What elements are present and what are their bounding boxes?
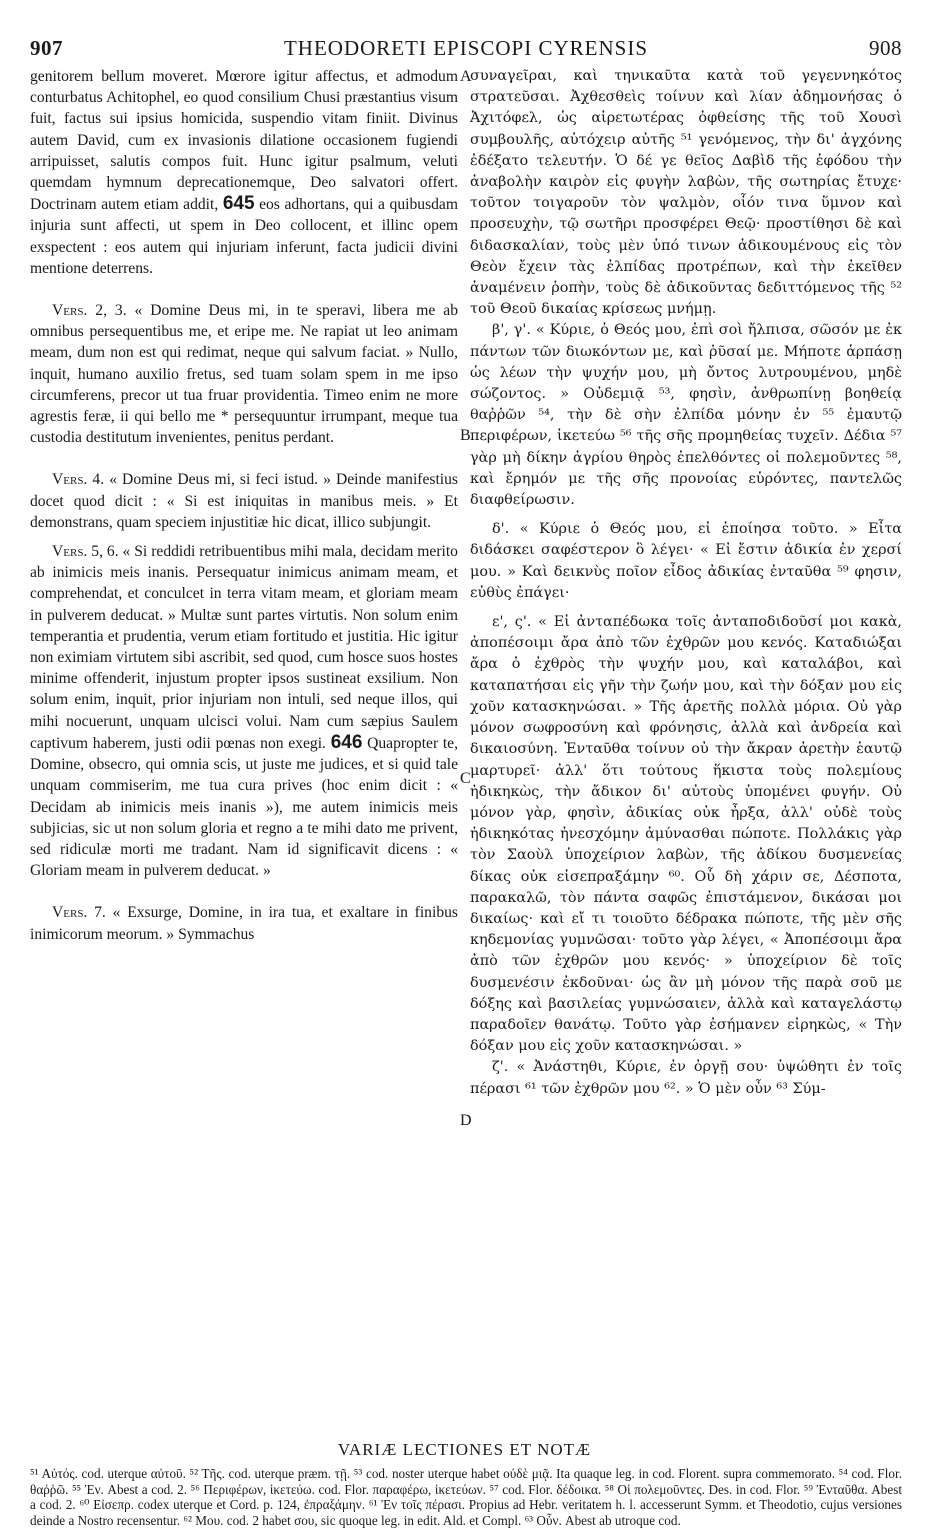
latin-text: « Exsurge, Domine, in ira tua, et exaltare in finibus inimicorum meorum. » Symmachus: [30, 904, 458, 943]
greek-paragraph: συναγεῖραι, καὶ τηνικαῦτα κατὰ τοῦ γεγεννηκότος στρατεῦσαι. Ἀχθεσθεὶς τοίνυν καὶ λίαν ἀδημονήσας ὁ Ἀχιτόφελ, ὡς αἱρετωτέρας ὀφθείσης τῆς τοῦ Χουσὶ συμβουλῆς, αὐτόχειρ αὐτῆς ⁵¹ γενόμενος, τὴν δι' ἀγχόνης ἐδέξατο τελευτήν. Ὁ δέ γε θεῖος Δαβὶδ τῆς ἐφόδου τὴν ἀναβολὴν καιρὸν εἰς φυγὴν λαβὼν, τῆς σωτηρίας ἔτυχε· τοῦτον τοιγαροῦν τὸν ψαλμὸν, οἷόν τινα ὕμνον καὶ προσευχὴν, τῷ σωτῆρι προσφέρει Θεῷ· προστίθησι δὲ καὶ διδασκαλίαν, τοὺς μὲν ὑπό τινων ἀδικουμένους εἰς τὸν Θεὸν ἔχειν τὰς ἐλπίδας προτρέπων, καὶ τὴν ἐκεῖθεν ἀναμένειν ῥοπὴν, τοὺς δὲ ἀδικοῦντας δεδιττόμενος τῆς ⁵² τοῦ Θεοῦ δικαίας κρίσεως μνήμῃ.: [470, 68, 902, 318]
running-title: THEODORETI EPISCOPI CYRENSIS: [283, 36, 649, 60]
verse-label: Vers. 2, 3.: [52, 302, 127, 320]
latin-text: « Domine Deus mi, si feci istud. » Deinde manifestius docet quod dicit : « Si est iniquitas in manibus meis. » Et demonstrans, quam speciem injustitiæ hic dicat, illico subjungit.: [30, 471, 458, 531]
latin-text: Quapropter te, Domine, obsecro, qui omnia scis, ut juste me judices, et si quid tale unquam commiserim, me tua cura prives (hoc enim dicit : « Decidam ab inimicis meis inanis »), me autem inimicis meis subjicias, sic ut non solum gloria et regno a te mihi dato me privent, sed ridiculæ morti me tradant. Nam id significavit dicens : « Gloriam meam in pulverem deducat. »: [30, 734, 459, 880]
page-header: [30, 36, 902, 60]
latin-paragraph: [30, 902, 458, 944]
greek-paragraph: β', γ'. « Κύριε, ὁ Θεός μου, ἐπὶ σοὶ ἤλπισα, σῶσόν με ἐκ πάντων τῶν διωκόντων με, καὶ ῥῦσαί με. Μήποτε ἁρπάσῃ ὡς λέων τὴν ψυχήν μου, μὴ ὄντος λυτρουμένου, μηδὲ σώζοντος. » Οὐδεμιᾷ ⁵³, φησὶν, ἀνθρωπίνῃ βοηθείᾳ θαῤῥῶν ⁵⁴, τὴν δὲ σὴν ἐλπίδα μόνην ἐν ⁵⁵ ἐμαυτῷ περιφέρων, ἱκετεύω ⁵⁶ τῆς σῆς προμηθείας τυχεῖν. Δέδια ⁵⁷ γὰρ μὴ δίκην ἀγρίου θηρὸς ἐπελθόντες οἱ πολεμοῦντες ⁵⁸, καὶ ἔρημόν με τῆς σῆς προνοίας εὑρόντες, παντελῶς διαφθείρωσιν.: [470, 322, 902, 509]
page-marker: 645: [222, 193, 255, 215]
greek-column: [470, 66, 902, 1100]
latin-paragraph: [30, 541, 458, 881]
margin-marker-c: C: [460, 770, 471, 787]
latin-paragraph: [30, 300, 458, 448]
latin-text: « Si reddidi retribuentibus mihi mala, decidam merito ab inimicis meis inanis. Persequatur inimicus animam meam, et comprehendat, et conculcet in terra vitam meam, et gloriam meam in pulverem deducat. » Multæ sunt partes virtutis. Non solum enim temperantia et prudentia, verum etiam fortitudo et justitia. Hic igitur non eximiam virtutem sibi ascribit, sed quod, cum hosce suos hostes minime offenderit, injustum propter ipsos sustineat exsilium. Non solum enim, inquit, prior injuriam non intuli, sed neque illos, qui mihi nocuerunt, unquam ulcisci volui. Nam cum sæpius Saulem captivum haberem, justi odii pœnas non exegi.: [30, 543, 458, 752]
latin-column: [30, 66, 458, 945]
notes-title: VARIÆ LECTIONES ET NOTÆ: [337, 1440, 592, 1459]
page-marker: 646: [330, 731, 363, 753]
verse-label: Vers. 5, 6.: [52, 543, 119, 561]
footnote-text: ⁵¹ Αὐτός. cod. uterque αὐτοῦ. ⁵² Τῆς. cod. uterque præm. τῇ. ⁵³ cod. noster uterque habet οὐδὲ μιᾷ. Ita quaque leg. in cod. Florent. supra commemorato. ⁵⁴ cod. Flor. θαῤῥῶ. ⁵⁵ Ἐν. Abest a cod. 2. ⁵⁶ Περιφέρων, ἱκετεύω. cod. Flor. παραφέρω, ἱκετεύων. ⁵⁷ cod. Flor. δέδοικα. ⁵⁸ Οἱ πολεμοῦντες. Des. in cod. Flor. ⁵⁹ Ἐνταῦθα. Abest a cod. 2. ⁶⁰ Εἰσεπρ. codex uterque et Cord. p. 124, ἐπραξάμην. ⁶¹ Ἐν τοῖς πέρασι. Propius ad Hebr. veritatem h. l. accesserunt Symm. et Theodotio, cujus versiones deinde a Nostro recensentur. ⁶² Μου. cod. 2 habet σου, sic quoque leg. in edit. Ald. et Compl. ⁶³ Οὖν. Abest ab utroque cod.: [30, 1466, 902, 1528]
margin-marker-a: A: [460, 68, 472, 85]
margin-marker-b: B: [460, 427, 471, 444]
greek-paragraph: ζ'. « Ἀνάστηθι, Κύριε, ἐν ὀργῇ σου· ὑψώθητι ἐν τοῖς πέρασι ⁶¹ τῶν ἐχθρῶν μου ⁶². » Ὁ μὲν οὖν ⁶³ Σύμ-: [470, 1059, 902, 1097]
greek-paragraph: ε', ς'. « Εἰ ἀνταπέδωκα τοῖς ἀνταποδιδοῦσί μοι κακὰ, ἀποπέσοιμι ἄρα ἀπὸ τῶν ἐχθρῶν μου κενός. Καταδιώξαι ἄρα ὁ ἐχθρὸς τὴν ψυχήν μου, καὶ καταλάβοι, καὶ καταπατήσαι εἰς γῆν τὴν ζωήν μου, καὶ τὴν δόξαν μου εἰς χοῦν κατασκηνώσαι. » Τῆς ἀρετῆς πολλὰ μόρια. Οὐ γὰρ μόνον σωφροσύνη καὶ φρόνησις, ἀλλὰ καὶ ἀνδρεία καὶ δικαιοσύνη. Ἐνταῦθα τοίνυν οὐ τὴν ἄκραν ἀρετὴν ἑαυτῷ μαρτυρεῖ· ἀλλ' ὅτι τούτους ἥκιστα τοὺς πολεμίους ἠδικηκὼς, τὴν ἄδικον δι' αὐτοὺς ὑπομένει φυγήν. Οὐ μόνον γὰρ, φησὶν, ἀδικίας οὐκ ἦρξα, ἀλλ' οὐδὲ τοὺς ἠδικηκότας ἠνεσχόμην ἀμύνασθαι πώποτε. Πολλάκις γὰρ τὸν Σαοὺλ ὑποχείριον λαβὼν, τῆς ἀδίκου δυσμενείας δίκας οὐκ εἰσεπραξάμην ⁶⁰. Οὗ δὴ χάριν σε, Δέσποτα, παρακαλῶ, τὸν πάντα σαφῶς ἐπιστάμενον, δικάσαι μοι δικαίως· καὶ εἴ τι τοιοῦτο δέδρακα πώποτε, τῆς μὲν σῆς κηδεμονίας γυμνῶσαι· τοῦτο γὰρ λέγει, « Ἀποπέσοιμι ἄρα ἀπὸ τῶν ἐχθρῶν μου κενός· » ὑποχείριον δὲ τοῖς δυσμενέσιν ἐκδοῦναι· ὡς ἂν μὴ μόνον τῆς παρὰ σοῦ με δόξης καὶ βασιλείας γυμνώσαιεν, ἀλλὰ καὶ καταγελάστῳ παραδοῖεν θανάτῳ. Τοῦτο γὰρ ἐσήμανεν εἰρηκὼς, « Τὴν δόξαν μου εἰς χοῦν κατασκηνώσαι. »: [470, 614, 902, 1055]
page-number-right: 908: [869, 36, 902, 60]
latin-paragraph: [30, 469, 458, 533]
page-number-left: 907: [30, 36, 63, 60]
latin-text: eos adhortans, qui a quibusdam injuria sunt affecti, ut spem in Deo collocent, et illinc opem exspectent : eos autem qui injuriam inferunt, facta judicii divini mentione deterrens.: [30, 196, 458, 277]
greek-paragraph: δ'. « Κύριε ὁ Θεός μου, εἰ ἐποίησα τοῦτο. » Εἶτα διδάσκει σαφέστερον ὃ λέγει· « Εἰ ἔστιν ἀδικία ἐν χερσί μου. » Καὶ δεικνὺς ποῖον εἶδος ἀδικίας ἐνταῦθα ⁵⁹ φησιν, εὐθὺς ἐπάγει·: [470, 521, 902, 601]
latin-text: « Domine Deus mi, in te speravi, libera me ab omnibus persequentibus me, et eripe me. Ne rapiat ut leo animam meam, dum non est qui redimat, neque qui salvum faciat. » Nullo, inquit, humano auxilio fretus, sed tuam solam spem in me ipso circumferens, precor ut tua fruar providentia. Timeo enim ne more agrestis feræ, ii qui bello me * persequuntur irrumpant, meque tua custodia destitutum invenientes, penitus perdant.: [30, 302, 458, 447]
margin-marker-d: D: [460, 1112, 472, 1129]
footnotes: [30, 1466, 902, 1528]
verse-label: Vers. 7.: [52, 904, 106, 922]
latin-paragraph: [30, 66, 458, 279]
verse-label: Vers. 4.: [52, 471, 105, 489]
latin-text: genitorem bellum moveret. Mœrore igitur affectus, et admodum conturbatus Achitophel, eo quod consilium Chusi præstantius visum fuit, factus sui ipsius homicida, suspendio vitam finiit. Divinus autem David, cum ex invasionis dilatione occasionem fugiendi arripuisset, salutis compos fuit. Hunc igitur psalmum, veluti quemdam hymnum deprecationemque, Deo salvatori offert. Doctrinam autem etiam addit,: [30, 68, 458, 214]
